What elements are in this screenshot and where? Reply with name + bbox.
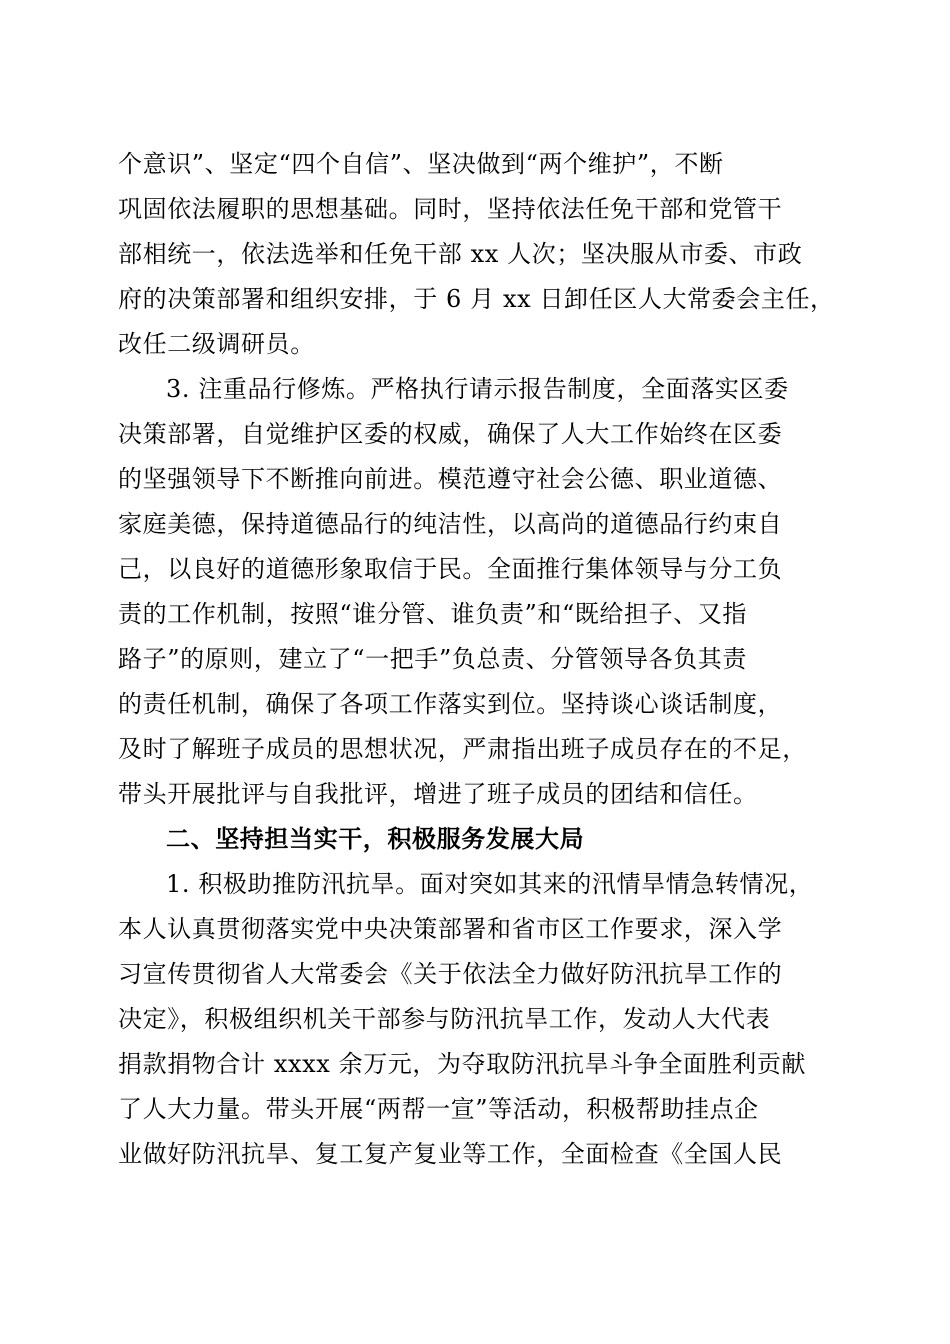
text-line: 业做好防汛抗旱、复工复产复业等工作，全面检查《全国人民 [118,1140,783,1168]
text-line: 路子”的原则，建立了“一把手”负总责、分管领导各负其责 [118,645,748,673]
text-line: 改任二级调研员。 [118,330,315,358]
text-line: 府的决策部署和组织安排，于 6 月 xx 日卸任区人大常委会主任， [118,285,835,313]
paragraph-start-line: 3. 注重品行修炼。严格执行请示报告制度，全面落实区委 [166,375,789,403]
text-line: 家庭美德，保持道德品行的纯洁性，以高尚的道德品行约束自 [118,510,783,538]
text-line: 决定》，积极组织机关干部参与防汛抗旱工作，发动人大代表 [118,1005,771,1033]
text-line: 己，以良好的道德形象取信于民。全面推行集体领导与分工负 [118,555,783,583]
text-line: 了人大力量。带头开展“两帮一宣”等活动，积极帮助挂点企 [118,1095,759,1123]
text-line: 的责任机制，确保了各项工作落实到位。坚持谈心谈话制度， [118,690,783,718]
text-line: 习宣传贯彻省人大常委会《关于依法全力做好防汛抗旱工作的 [118,960,783,988]
text-line: 部相统一，依法选举和任免干部 xx 人次；坚决服从市委、市政 [118,240,803,268]
text-line: 责的工作机制，按照“谁分管、谁负责”和“既给担子、又指 [118,600,748,628]
text-line: 个意识”、坚定“四个自信”、坚决做到“两个维护”，不断 [118,150,724,178]
section-heading: 二、坚持担当实干，积极服务发展大局 [166,825,585,853]
text-line: 带头开展批评与自我批评，增进了班子成员的团结和信任。 [118,780,758,808]
text-line: 决策部署，自觉维护区委的权威，确保了人大工作始终在区委 [118,420,783,448]
text-line: 及时了解班子成员的思想状况，严肃指出班子成员存在的不足， [118,735,807,763]
text-line: 的坚强领导下不断推向前进。模范遵守社会公德、职业道德、 [118,465,783,493]
paragraph-start-line: 1. 积极助推防汛抗旱。面对突如其来的汛情旱情急转情况， [166,870,814,898]
body-text [118,142,838,1177]
text-line: 本人认真贯彻落实党中央决策部署和省市区工作要求，深入学 [118,915,783,943]
text-line: 捐款捐物合计 xxxx 余万元，为夺取防汛抗旱斗争全面胜利贡献 [118,1050,806,1078]
text-line: 巩固依法履职的思想基础。同时，坚持依法任免干部和党管干 [118,195,783,223]
